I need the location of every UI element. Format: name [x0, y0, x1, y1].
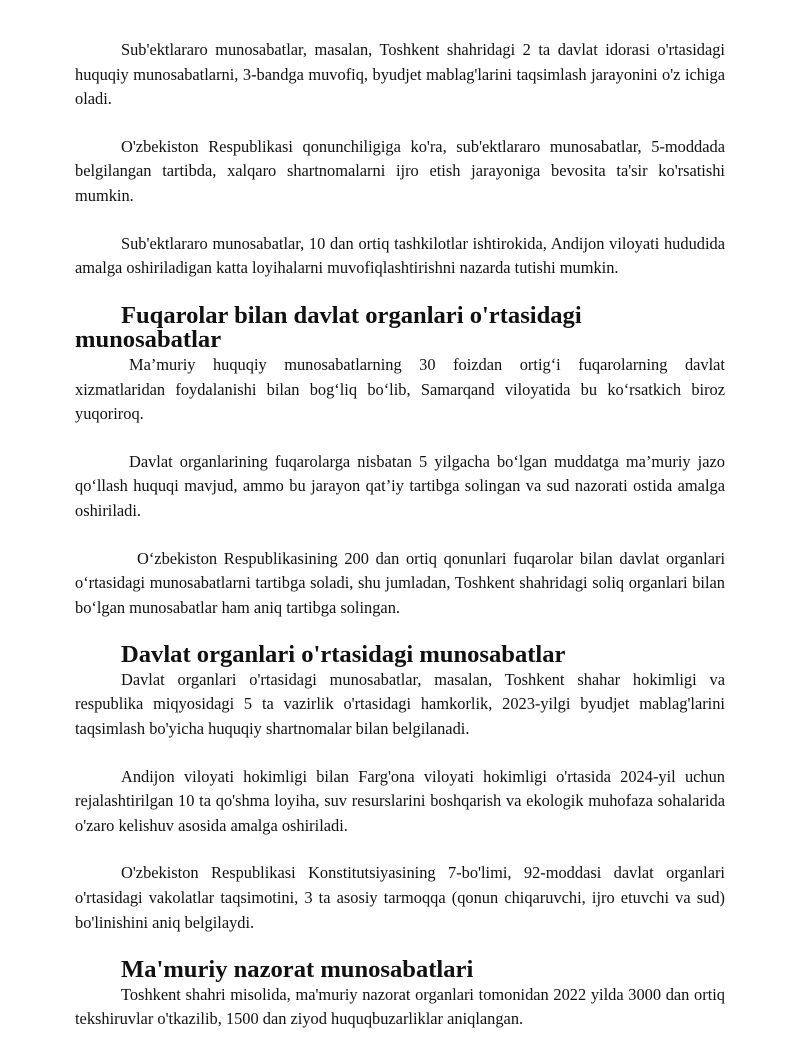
paragraph: Davlat organlarining fuqarolarga nisbatan 5 yilgacha bo‘lgan muddatga ma’muriy jazo qo‘llash huquqi mavjud, ammo bu jarayon qat’iy tartibga solingan va sud nazorati ostida amalga oshiriladi.	[75, 451, 725, 520]
paragraph: Davlat organlari o'rtasidagi munosabatlar, masalan, Toshkent shahar hokimligi va respublika miqyosidagi 5 ta vazirlik o'rtasidagi hamkorlik, 2023-yilgi byudjet mablag'larini taqsimlash bo'yicha huquqiy shartnomalar bilan belgilanadi.	[75, 669, 725, 739]
paragraph: Andijon viloyati hokimligi bilan Farg'ona viloyati hokimligi o'rtasida 2024-yil uchun rejalashtirilgan 10 ta qo'shma loyiha, suv resurslarini boshqarish va ekologik muhofaza sohalarida o'zaro kelishuv asosida amalga oshiriladi.	[75, 766, 725, 835]
paragraph: O'zbekiston Respublikasi Konstitutsiyasining 7-bo'limi, 92-moddasi davlat organlari o'rtasidagi vakolatlar taqsimotini, 3 ta asosiy tarmoqqa (qonun chiqaruvchi, ijro etuvchi va sud) bo'linishini aniq belgilaydi.	[75, 863, 725, 932]
section-heading: Fuqarolar bilan davlat organlari o'rtasidagi munosabatlar	[75, 301, 582, 354]
paragraph: Sub'ektlararo munosabatlar, 10 dan ortiq tashkilotlar ishtirokida, Andijon viloyati hududida amalga oshiriladigan katta loyihalarni muvofiqlashtirishni nazarda tutishi mumkin.	[75, 233, 725, 278]
section-heading: Davlat organlari o'rtasidagi munosabatlar	[121, 641, 566, 669]
paragraph: Sub'ektlararo munosabatlar, masalan, Toshkent shahridagi 2 ta davlat idorasi o'rtasidagi huquqiy munosabatlarni, 3-bandga muvofiq, byudjet mablag'larini taqsimlash jarayonini o'z ichiga oladi.	[75, 40, 725, 109]
paragraph: Toshkent shahri misolida, ma'muriy nazorat organlari tomonidan 2022 yilda 3000 dan ortiq tekshiruvlar o'tkazilib, 1500 dan ziyod huquqbuzarliklar aniqlangan.	[75, 984, 725, 1029]
paragraph: Ma’muriy huquqiy munosabatlarning 30 foizdan ortig‘i fuqarolarning davlat xizmatlaridan foydalanishi bilan bog‘liq bo‘lib, Samarqand viloyatida bu ko‘rsatkich biroz yuqoriroq.	[75, 354, 725, 424]
paragraph: O‘zbekiston Respublikasining 200 dan ortiq qonunlari fuqarolar bilan davlat organlari o‘rtasidagi munosabatlarni tartibga soladi, shu jumladan, Toshkent shahridagi soliq organlari bilan bo‘lgan munosabatlar ham aniq tartibga solingan.	[75, 548, 725, 617]
paragraph: O'zbekiston Respublikasi qonunchiligiga ko'ra, sub'ektlararo munosabatlar, 5-moddada belgilangan tartibda, xalqaro shartnomalarni ijro etish jarayoniga bevosita ta'sir ko'rsatishi mumkin.	[75, 136, 725, 205]
section-heading: Ma'muriy nazorat munosabatlari	[121, 956, 474, 984]
document-page	[75, 38, 725, 1055]
